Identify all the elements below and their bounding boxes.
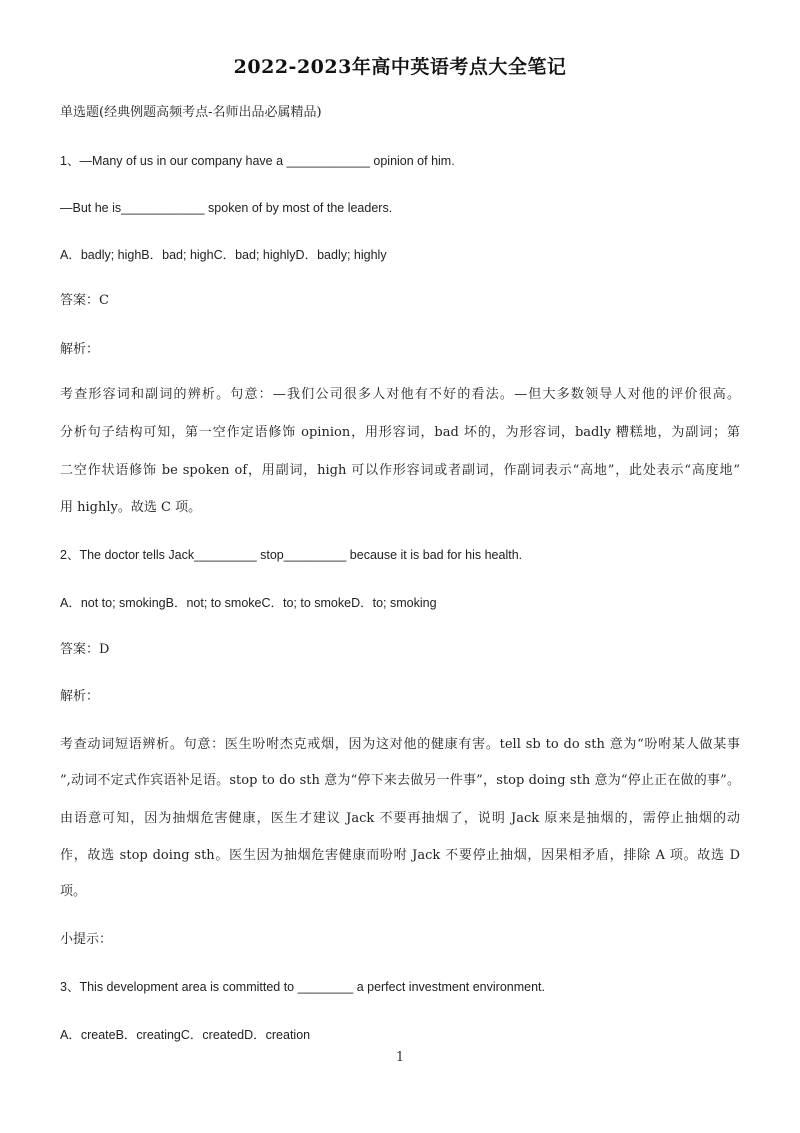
q1-answer: 答案：C (60, 293, 109, 308)
q1-analysis-line: 二空作状语修饰 be spoken of，用副词，high 可以作形容词或者副词，作副词表示“高地”，此处表示“高度地” (60, 463, 740, 478)
q1-stem-line-1: 1、—Many of us in our company have a ____________ opinion of him. (60, 154, 455, 168)
q2-analysis-line: 项。 (60, 884, 87, 899)
tip-label: 小提示： (60, 932, 113, 947)
q3-options: A．createB．creatingC．createdD．creation (60, 1028, 311, 1042)
page-number: 1 (395, 1050, 405, 1065)
q1-analysis-label: 解析： (60, 342, 100, 357)
q1-analysis-line: 考查形容词和副词的辨析。句意：—我们公司很多人对他有不好的看法。—但大多数领导人对他的评价很高。 (60, 387, 740, 402)
q1-options: A．badly; highB．bad; highC．bad; highlyD．badly; highly (60, 248, 387, 262)
q1-stem-line-2: —But he is____________ spoken of by most of the leaders. (60, 201, 393, 215)
q1-analysis-line: 用 highly。故选 C 项。 (60, 500, 202, 515)
q2-analysis-line: 考查动词短语辨析。句意：医生吩咐杰克戒烟，因为这对他的健康有害。tell sb to do sth 意为“吩咐某人做某事 (60, 737, 740, 752)
q1-analysis-line: 分析句子结构可知，第一空作定语修饰 opinion，用形容词，bad 坏的，为形容词，badly 糟糕地，为副词；第 (60, 425, 740, 440)
q3-stem-line-1: 3、This development area is committed to ________ a perfect investment environment. (60, 980, 545, 994)
q2-analysis-line: 由语意可知，因为抽烟危害健康，医生才建议 Jack 不要再抽烟了，说明 Jack 原来是抽烟的，需停止抽烟的动 (60, 811, 740, 826)
q2-answer: 答案：D (60, 642, 110, 657)
section-heading: 单选题(经典例题高频考点-名师出品必属精品) (60, 105, 322, 120)
q2-analysis-label: 解析： (60, 689, 100, 704)
page-title: 2022-2023年高中英语考点大全笔记 (233, 56, 567, 78)
q2-analysis-line: 作，故选 stop doing sth。医生因为抽烟危害健康而吩咐 Jack 不要停止抽烟，因果相矛盾，排除 A 项。故选 D (60, 848, 740, 863)
q2-stem-line-1: 2、The doctor tells Jack_________ stop_________ because it is bad for his health. (60, 548, 523, 562)
q2-options: A．not to; smokingB．not; to smokeC．to; to smokeD．to; smoking (60, 596, 437, 610)
q2-analysis-line: ”,动词不定式作宾语补足语。stop to do sth 意为“停下来去做另一件事”，stop doing sth 意为“停止正在做的事”。 (60, 773, 740, 788)
